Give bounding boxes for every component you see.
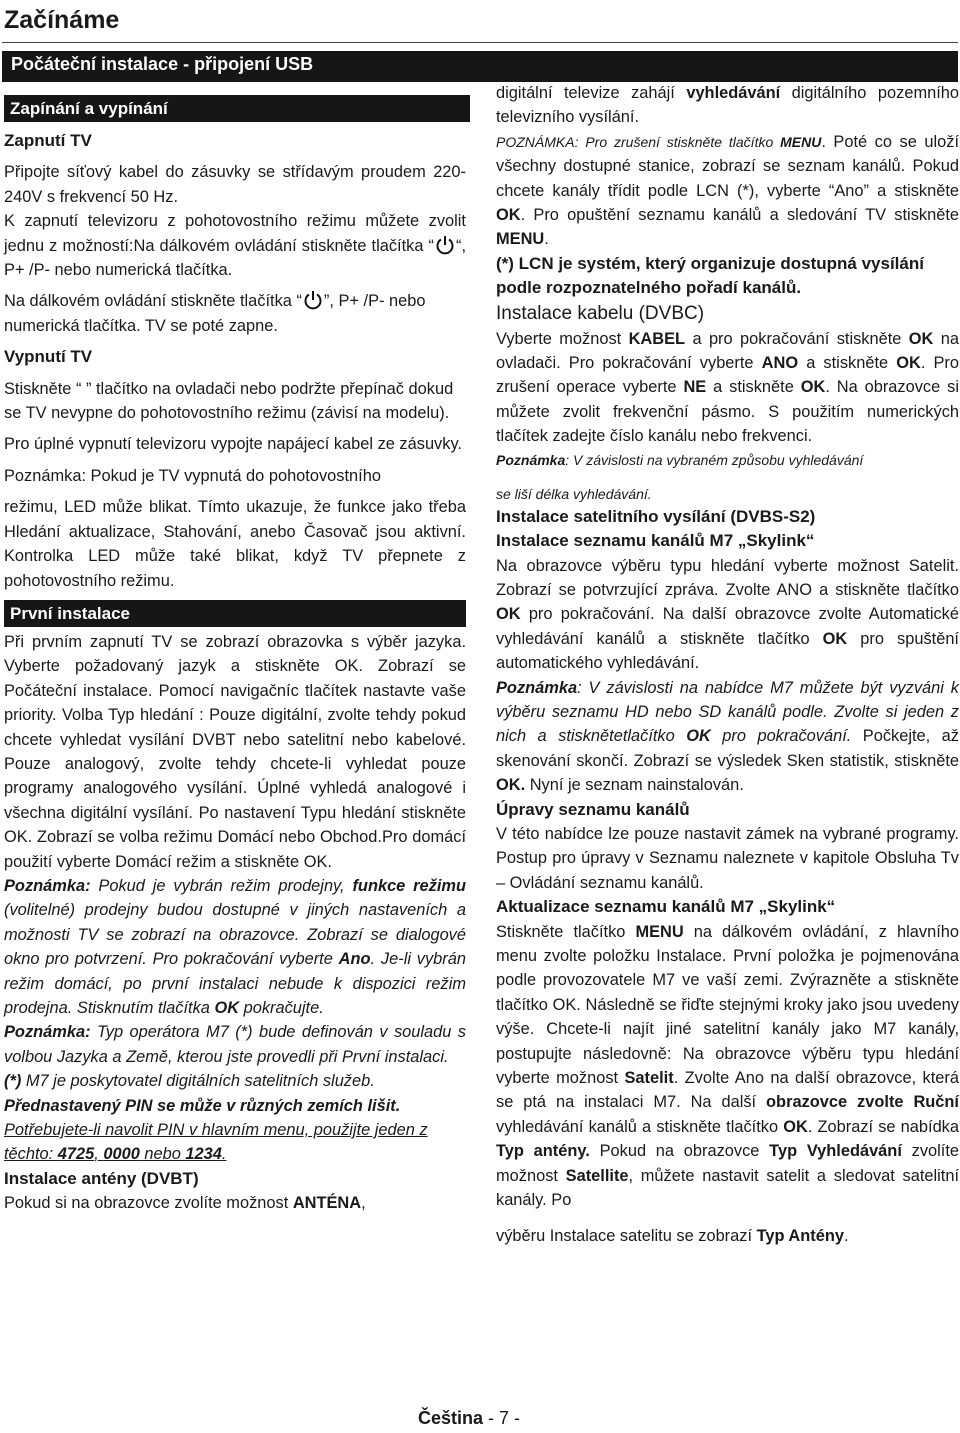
- section-bar-on-off: Zapínání a vypínání: [4, 95, 470, 122]
- left-column: [4, 95, 466, 1216]
- page-footer: [418, 1408, 520, 1429]
- paragraph: Na dálkovém ovládání stiskněte tlačítka “ ”, P+ /P- nebo numerická tlačítka. TV se poté zapne.: [4, 292, 426, 335]
- paragraph: Při prvním zapnutí TV se zobrazí obrazovka s výběr jazyka. Vyberte požadovaný jazyk a stiskněte OK. Zobrazí se Počáteční instalace. Pomocí navigačníc tlačítek nastavte vaše priority. Volba Typ hledání : Pouze digitální, zvolte tehdy pokud chcete vyhledat vysílání DVBT nebo satelitní nebo kabelové. Pouze analogový, zvolte tehdy chcete-li vyhledat pouze programy analogového vysílání. Úplné vyhledá analogové i všechna digitální vysílání. Po nastavení Typu hledání stiskněte OK. Zobrazí se volba režimu Domácí nebo Obchod.Pro domácí použití vyberte Domácí režim a stiskněte OK.: [4, 632, 466, 871]
- title-rule: [2, 42, 958, 43]
- power-icon: [302, 290, 324, 310]
- heading-satellite: Instalace satelitního vysílání (DVBS-S2): [496, 506, 816, 526]
- paragraph: Připojte síťový kabel do zásuvky se střídavým proudem 220-240V s frekvencí 50 Hz.: [4, 163, 466, 206]
- paragraph: režimu, LED může blikat. Tímto ukazuje, že funkce jako třeba Hledání aktualizace, Stahování, anebo Časovač jsou aktivní. Kontrolka LED může také blikat, když TV přepnete z pohotovostního režimu.: [4, 498, 466, 590]
- note-paragraph: Poznámka: V závislosti na nabídce M7 můžete být vyzváni k výběru seznamu HD nebo SD kanálů podle. Zvolte si jeden z nich a stisknětetlačítko OK pro pokračování. Počkejte, až skenování skončí. Zobrazí se výsledek Sken statistik, stiskněte OK. Nyní je seznam nainstalován.: [496, 678, 959, 795]
- heading-antenna: Instalace antény (DVBT): [4, 1168, 199, 1188]
- note-paragraph: Potřebujete-li navolit PIN v hlavním menu, použijte jeden z těchto: 4725, 0000 nebo 1234.: [4, 1121, 428, 1164]
- heading-power-off: Vypnutí TV: [4, 347, 93, 367]
- heading-edit-list: Úpravy seznamu kanálů: [496, 799, 690, 819]
- paragraph: V této nabídce lze pouze nastavit zámek na vybrané programy. Postup pro úpravy v Seznamu naleznete v kapitole Obsluha Tv – Ovládání seznamu kanálů.: [496, 824, 959, 892]
- note-paragraph: POZNÁMKA: Pro zrušení stiskněte tlačítko MENU. Poté co se uloží všechny dostupné stanice, zobrazí se seznam kanálů. Pokud chcete kanály třídit podle LCN (*), vyberte “Ano” a stiskněte OK. Pro opuštění seznamu kanálů a sledování TV stiskněte MENU.: [496, 132, 959, 249]
- paragraph: K zapnutí televizoru z pohotovostního režimu můžete zvolit jednu z možností:Na dálkovém ovládání stiskněte tlačítka “ “, P+ /P- nebo numerická tlačítka.: [4, 212, 466, 280]
- paragraph: výběru Instalace satelitu se zobrazí Typ Antény.: [496, 1227, 849, 1246]
- note-paragraph: Přednastavený PIN se může v různých zemích lišit.: [4, 1096, 401, 1115]
- paragraph: Na obrazovce výběru typu hledání vyberte možnost Satelit. Zobrazí se potvrzující zpráva. Zvolte ANO a stiskněte tlačítko OK pro pokračování. Na další obrazovce zvolte Automatické vyhledávání kanálů a stiskněte tlačítko OK pro spuštění automatického vyhledávání.: [496, 556, 959, 673]
- section-bar-first-install: První instalace: [4, 600, 466, 627]
- paragraph: Poznámka: Pokud je TV vypnutá do pohotovostního: [4, 466, 381, 485]
- page-number: - 7 -: [483, 1408, 521, 1428]
- right-column: [496, 81, 959, 1249]
- lcn-note: (*) LCN je systém, který organizuje dostupná vysílání podle rozpoznatelného pořadí kanálů.: [496, 253, 924, 298]
- paragraph: digitální televize zahájí vyhledávání digitálního pozemního televizního vysílání.: [496, 84, 960, 127]
- page-title: Začínáme: [4, 6, 120, 34]
- section-bar-usb: Počáteční instalace - připojení USB: [2, 51, 958, 82]
- heading-cable: Instalace kabelu (DVBC): [496, 302, 705, 324]
- paragraph: Pro úplné vypnutí televizoru vypojte napájecí kabel ze zásuvky.: [4, 435, 462, 454]
- footer-language: Čeština: [418, 1408, 484, 1428]
- paragraph: Stiskněte tlačítko MENU na dálkovém ovládání, z hlavního menu zvolte položku Instalace. První položka je pojmenována podle provozovatele M7 ve vaší zemi. Zvýrazněte a stiskněte tlačítko OK. Následně se řiďte stejnými kroky jako jsou uvedeny výše. Chcete-li najít jiné satelitní kanály jako M7 kanály, postupujte následovně: Na obrazovce výběru typu hledání vyberte možnost Satelit. Zvolte Ano na další obrazovce, která se ptá na instalaci M7. Na další obrazovce zvolte Ruční vyhledávání kanálů a stiskněte tlačítko OK. Zobrazí se nabídka Typ antény. Pokud na obrazovce Typ Vyhledávání zvolíte možnost Satellite, můžete nastavit satelit a sledovat satelitní kanály. Po: [496, 922, 959, 1210]
- paragraph: Pokud si na obrazovce zvolíte možnost ANTÉNA,: [4, 1194, 366, 1213]
- note-paragraph: (*) M7 je poskytovatel digitálních satelitních služeb.: [4, 1072, 375, 1091]
- paragraph: Vyberte možnost KABEL a pro pokračování stiskněte OK na ovladači. Pro pokračování vyberte ANO a stiskněte OK. Pro zrušení operace vyberte NE a stiskněte OK. Na obrazovce si můžete zvolit frekvenční pásmo. S použitím numerických tlačítek zadejte číslo kanálu nebo frekvenci.: [496, 329, 959, 446]
- note-paragraph: Poznámka: V závislosti na vybraném způsobu vyhledávání: [496, 451, 864, 468]
- note-paragraph: Poznámka: Typ operátora M7 (*) bude definován v souladu s volbou Jazyka a Země, kterou jste provedli při První instalaci.: [4, 1023, 466, 1066]
- paragraph: Stiskněte “ ” tlačítko na ovladači nebo podržte přepínač dokud se TV nevypne do pohotovostního režimu (závisí na modelu).: [4, 379, 454, 423]
- power-icon: [434, 235, 456, 255]
- note-paragraph: Poznámka: Pokud je vybrán režim prodejny, funkce režimu (volitelné) prodejny budou dostupné v jiných nastaveních a možnosti TV se zobrazí na obrazovce. Zobrazí se dialogové okno pro potvrzení. Pro pokračování vyberte Ano. Je-li vybrán režim domácí, po první instalaci nebude k dispozici režim prodejna. Stisknutím tlačítka OK pokračujte.: [4, 876, 466, 1017]
- heading-skylink: Instalace seznamu kanálů M7 „Skylink“: [496, 531, 815, 551]
- heading-power-on: Zapnutí TV: [4, 131, 92, 150]
- heading-update-list: Aktualizace seznamu kanálů M7 „Skylink“: [496, 897, 836, 917]
- note-paragraph: se liší délka vyhledávání.: [496, 485, 652, 502]
